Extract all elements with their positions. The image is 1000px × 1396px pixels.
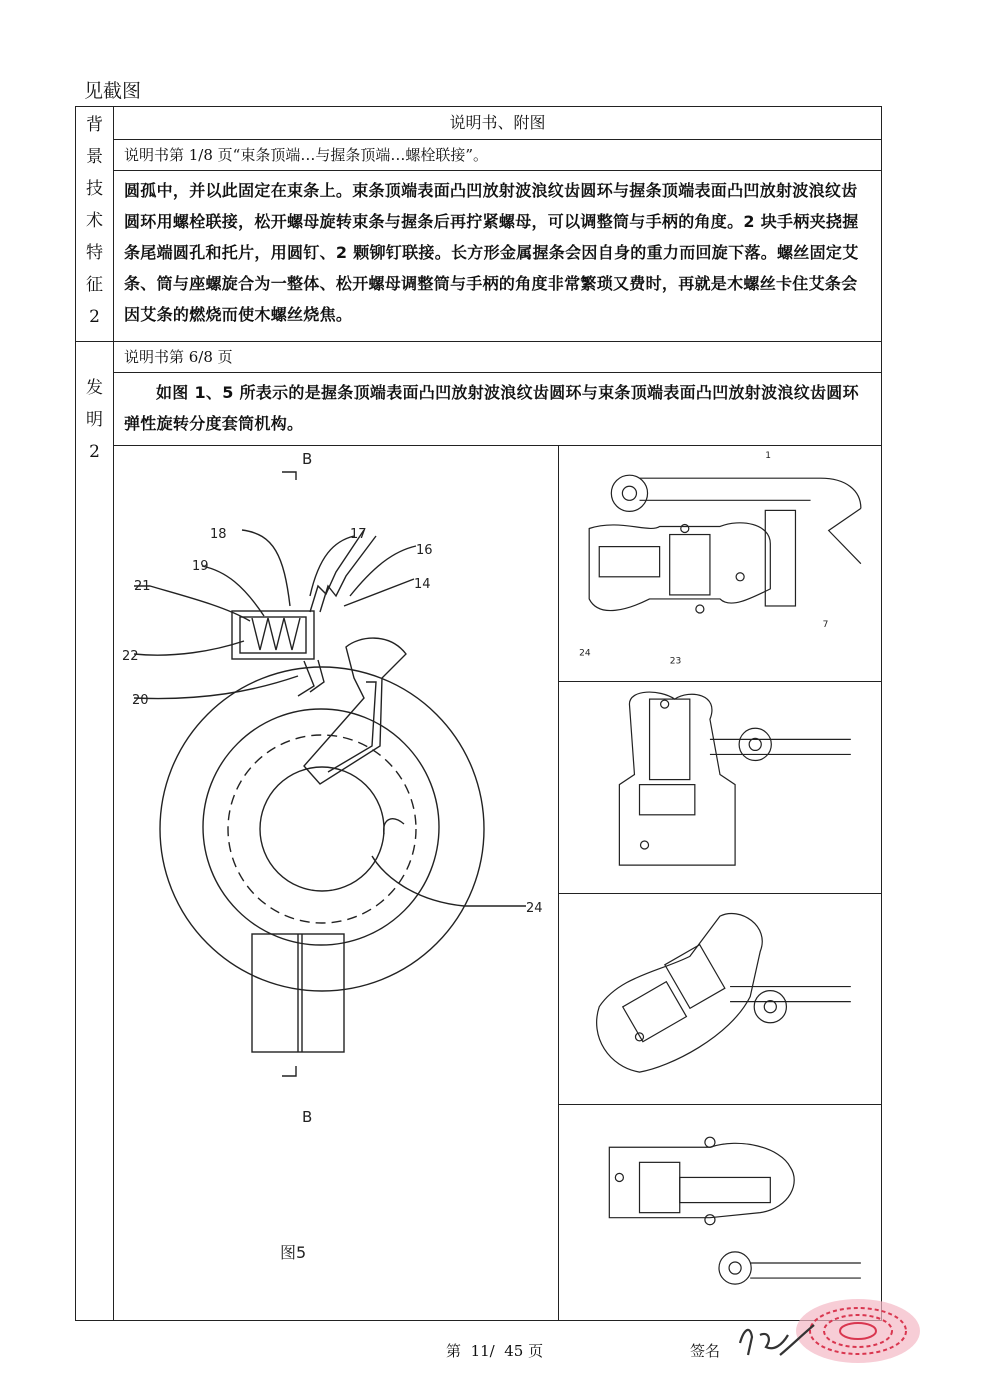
fingerprint [796,1299,920,1363]
section-label-bottom: B [302,1108,313,1126]
view-callout-7: 7 [822,620,829,631]
callout-21: 21 [134,579,151,594]
callout-22: 22 [122,649,139,664]
figure-area [114,446,882,1321]
page-title: 见截图 [84,80,142,102]
callout-24: 24 [526,901,543,916]
view-callout-23: 23 [669,656,682,667]
callout-19: 19 [192,559,209,574]
callout-16: 16 [416,543,433,558]
side-label-invention: 发 明 2 [76,342,114,1321]
figure-5-drawing [114,446,558,1284]
figure-5 [114,446,559,1320]
page-number: 第 11/ 45 页 [446,1342,544,1360]
signature-and-fingerprint [730,1295,930,1375]
table-header: 说明书、附图 [114,107,882,140]
reference-1: 说明书第 1/8 页“束条顶端…与握条顶端…螺栓联接”。 [114,140,882,171]
side-label-background: 背 景 技 术 特 征 2 [76,107,114,342]
view-callout-1: 1 [765,451,772,462]
view-second [559,682,881,893]
callout-18: 18 [210,527,227,542]
figure-views-column [559,446,881,1320]
view-3-drawing [559,894,881,1104]
view-third [559,894,881,1105]
view-1-drawing [559,446,881,681]
view-callout-24: 24 [579,648,591,659]
callout-17: 17 [350,527,367,542]
view-4-drawing [559,1105,881,1320]
callout-14: 14 [414,577,431,592]
section-label-top: B [302,450,313,468]
reference-2: 说明书第 6/8 页 [114,342,882,373]
paragraph-1: 圆孤中，并以此固定在束条上。束条顶端表面凸凹放射波浪纹齿圆环与握条顶端表面凸凹放射波浪纹齿圆环用螺栓联接，松开螺母旋转束条与握条后再拧紧螺母，可以调整筒与手柄的角度。2 块手柄夹挠握条尾端圆孔和托片，用圆钉、2 颗铆钉联接。长方形金属握条会因自身的重力而回旋下落。螺丝固定艾条、筒与座螺旋合为一整体、松开螺母调整筒与手柄的角度非常繁琐又费时，再就是木螺丝卡住艾条会因艾条的燃烧而使木螺丝烧焦。 [114,171,882,342]
patent-comparison-table [75,106,882,1321]
signature-label: 签名 [690,1342,721,1360]
figure-5-caption: 图5 [280,1243,307,1262]
view-bottom [559,1105,881,1320]
paragraph-2: 如图 1、5 所表示的是握条顶端表面凸凹放射波浪纹齿圆环与束条顶端表面凸凹放射波浪纹齿圆环弹性旋转分度套筒机构。 [114,373,882,446]
view-top [559,446,881,682]
callout-20: 20 [132,693,149,708]
view-2-drawing [559,682,881,892]
